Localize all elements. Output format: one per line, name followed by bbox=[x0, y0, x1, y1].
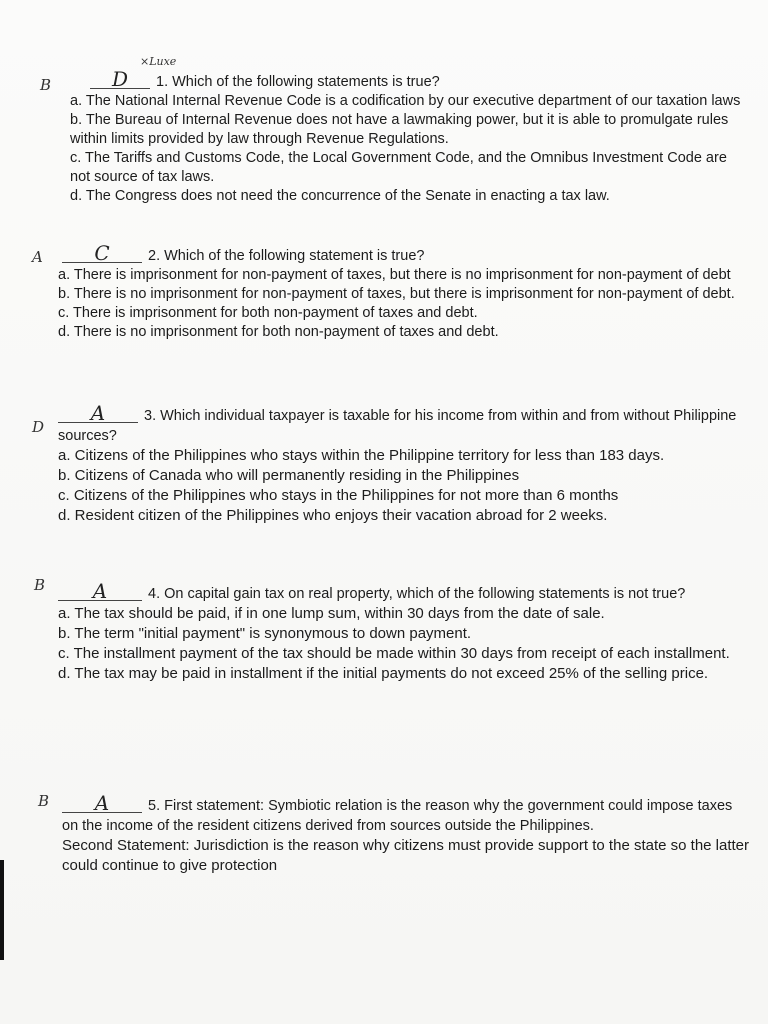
answer-blank-q4: A bbox=[58, 582, 142, 601]
question-1-text: 1. Which of the following statements is true? bbox=[156, 74, 440, 90]
question-4-option-a: a. The tax should be paid, if in one lump sum, within 30 days from the date of sale. bbox=[58, 605, 605, 622]
question-1-option-c: c. The Tariffs and Customs Code, the Local Government Code, and the Omnibus Investment Code are not source of tax laws. bbox=[70, 150, 727, 185]
question-1 bbox=[58, 67, 748, 206]
question-4-option-d: d. The tax may be paid in installment if the initial payments do not exceed 25% of the selling price. bbox=[58, 665, 709, 682]
question-5-second-statement: Second Statement: Jurisdiction is the reason why citizens must provide support to the state so the latter could continue to give protection bbox=[62, 837, 750, 874]
margin-mark-q3: D bbox=[32, 418, 45, 436]
question-3-option-c: c. Citizens of the Philippines who stays in the Philippines for not more than 6 months bbox=[58, 487, 619, 504]
margin-mark-q2: A bbox=[32, 248, 43, 266]
question-4 bbox=[58, 579, 748, 684]
answer-blank-q2: C bbox=[62, 244, 142, 263]
answer-blank-q5: A bbox=[62, 794, 142, 813]
question-2-option-b: b. There is no imprisonment for non-payment of taxes, but there is imprisonment for non-payment of debt. bbox=[58, 286, 735, 302]
question-1-option-b: b. The Bureau of Internal Revenue does not have a lawmaking power, but it is able to promulgate rules within limits provided by law through Revenue Regulations. bbox=[70, 112, 729, 147]
question-4-option-c: c. The installment payment of the tax should be made within 30 days from receipt of each installment. bbox=[58, 645, 730, 662]
answer-blank-q3: A bbox=[58, 404, 138, 423]
question-2 bbox=[58, 241, 748, 342]
margin-mark-q5: B bbox=[38, 792, 50, 810]
margin-mark-q4: B bbox=[34, 576, 46, 594]
question-5 bbox=[62, 791, 752, 876]
question-4-option-b: b. The term "initial payment" is synonymous to down payment. bbox=[58, 625, 472, 642]
question-3-option-b: b. Citizens of Canada who will permanently residing in the Philippines bbox=[58, 467, 520, 484]
scan-edge-line bbox=[0, 860, 4, 960]
question-1-option-a: a. The National Internal Revenue Code is a codification by our executive department of our taxation laws bbox=[70, 93, 741, 109]
question-5-text: 5. First statement: Symbiotic relation is the reason why the government could impose taxes on the income of the resident citizens derived from sources outside the Philippines. bbox=[62, 798, 733, 834]
question-2-text: 2. Which of the following statement is true? bbox=[148, 248, 425, 264]
question-2-option-a: a. There is imprisonment for non-payment of taxes, but there is no imprisonment for non-payment of debt bbox=[58, 267, 731, 283]
question-2-option-d: d. There is no imprisonment for both non-payment of taxes and debt. bbox=[58, 324, 499, 340]
question-3-option-d: d. Resident citizen of the Philippines who enjoys their vacation abroad for 2 weeks. bbox=[58, 507, 608, 524]
question-3-option-a: a. Citizens of the Philippines who stays within the Philippine territory for less than 183 days. bbox=[58, 447, 665, 464]
answer-note-q1: ×Luxe bbox=[140, 55, 177, 68]
question-2-option-c: c. There is imprisonment for both non-payment of taxes and debt. bbox=[58, 305, 478, 321]
question-4-text: 4. On capital gain tax on real property, which of the following statements is not true? bbox=[148, 586, 686, 602]
answer-blank-q1: D bbox=[90, 70, 150, 89]
question-1-option-d: d. The Congress does not need the concurrence of the Senate in enacting a tax law. bbox=[70, 188, 610, 204]
question-3 bbox=[58, 401, 748, 526]
question-3-text: 3. Which individual taxpayer is taxable for his income from within and from without Philippine sources? bbox=[58, 408, 737, 444]
margin-mark-q1: B bbox=[40, 76, 52, 94]
